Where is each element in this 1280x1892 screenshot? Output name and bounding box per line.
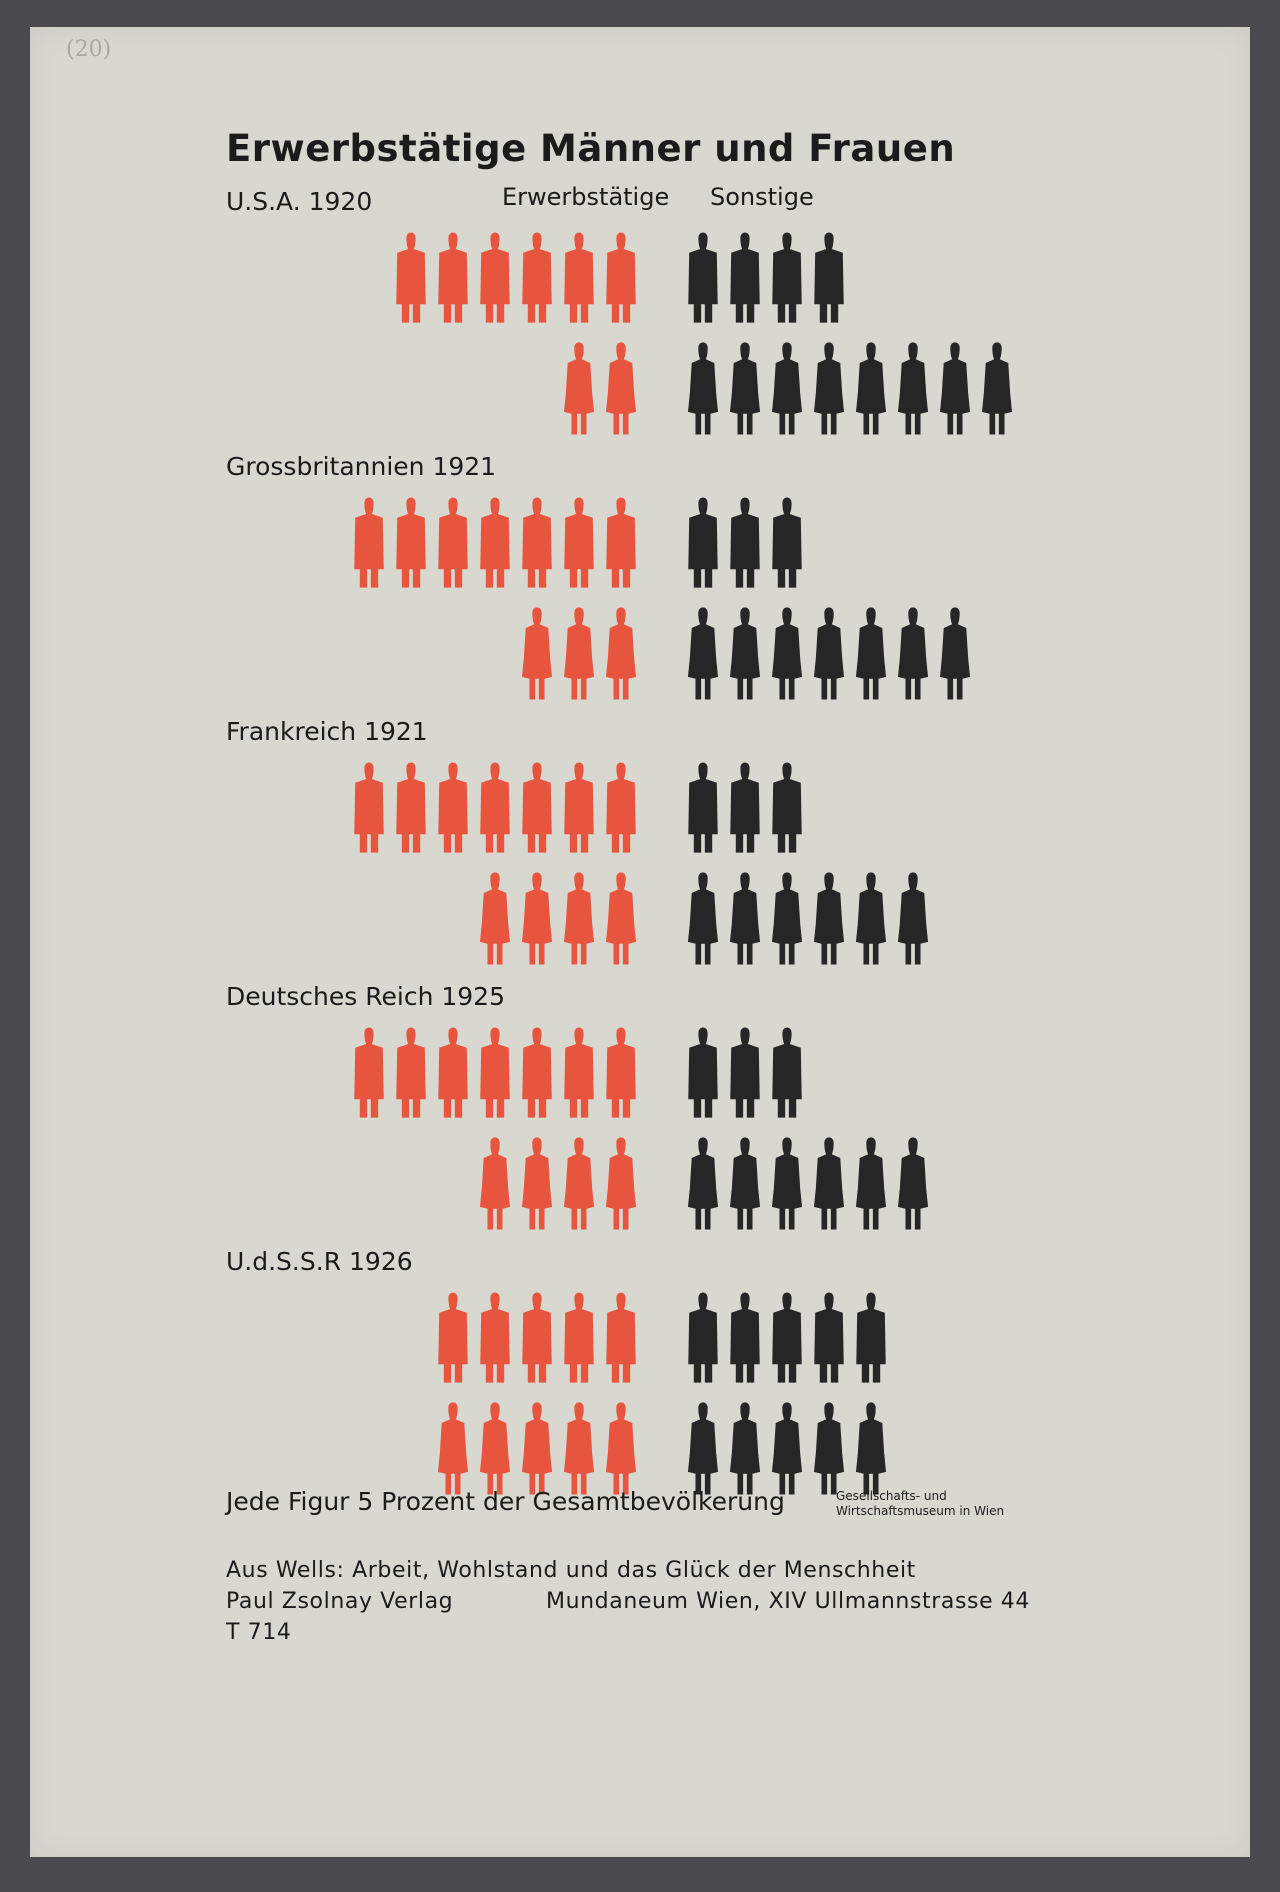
figure-employed-men-usa-5	[564, 232, 593, 322]
group-label-usa: U.S.A. 1920	[226, 187, 373, 216]
figure-employed-women-ussr-5	[606, 1402, 636, 1494]
figure-employed-men-ussr-3	[522, 1292, 551, 1382]
figure-employed-men-ussr-2	[480, 1292, 509, 1382]
figure-employed-men-great-britain-3	[438, 497, 467, 587]
figure-other-women-usa-5	[856, 342, 886, 434]
figure-employed-men-usa-6	[606, 232, 635, 322]
figure-employed-women-france-4	[606, 872, 636, 964]
figure-other-men-ussr-4	[814, 1292, 843, 1382]
figure-other-men-usa-4	[814, 232, 843, 322]
figure-other-women-france-5	[856, 872, 886, 964]
source-line-book: Aus Wells: Arbeit, Wohlstand und das Glück der Menschheit	[226, 1558, 916, 1583]
figure-employed-women-germany-4	[606, 1137, 636, 1229]
figure-employed-men-great-britain-1	[354, 497, 383, 587]
figure-other-men-ussr-5	[856, 1292, 885, 1382]
figure-employed-women-great-britain-3	[606, 607, 636, 699]
figure-employed-women-usa-1	[564, 342, 594, 434]
figure-employed-men-france-2	[396, 762, 425, 852]
figure-other-men-great-britain-1	[688, 497, 717, 587]
figure-employed-men-germany-1	[354, 1027, 383, 1117]
figure-other-women-ussr-2	[730, 1402, 760, 1494]
figure-employed-men-france-5	[522, 762, 551, 852]
figure-employed-men-germany-3	[438, 1027, 467, 1117]
figure-employed-men-ussr-5	[606, 1292, 635, 1382]
figure-other-women-germany-6	[898, 1137, 928, 1229]
group-label-france: Frankreich 1921	[226, 717, 428, 746]
group-label-ussr: U.d.S.S.R 1926	[226, 1247, 413, 1276]
figure-employed-men-france-4	[480, 762, 509, 852]
figure-employed-women-ussr-3	[522, 1402, 552, 1494]
figure-other-women-usa-7	[940, 342, 970, 434]
figure-employed-men-usa-3	[480, 232, 509, 322]
figure-other-women-great-britain-1	[688, 607, 718, 699]
figure-employed-men-great-britain-5	[522, 497, 551, 587]
figure-employed-women-france-2	[522, 872, 552, 964]
figure-employed-men-france-7	[606, 762, 635, 852]
figure-other-women-great-britain-7	[940, 607, 970, 699]
figure-other-women-germany-3	[772, 1137, 802, 1229]
column-header-employed: Erwerbstätige	[502, 183, 670, 211]
figure-employed-women-germany-3	[564, 1137, 594, 1229]
figure-employed-men-germany-4	[480, 1027, 509, 1117]
figure-employed-men-usa-1	[396, 232, 425, 322]
figure-other-women-usa-1	[688, 342, 718, 434]
figure-employed-women-great-britain-2	[564, 607, 594, 699]
figure-other-women-usa-2	[730, 342, 760, 434]
figure-other-women-great-britain-3	[772, 607, 802, 699]
figure-employed-women-ussr-2	[480, 1402, 510, 1494]
figure-employed-women-germany-1	[480, 1137, 510, 1229]
figure-employed-women-great-britain-1	[522, 607, 552, 699]
figure-other-women-germany-1	[688, 1137, 718, 1229]
figure-employed-men-germany-2	[396, 1027, 425, 1117]
group-label-germany: Deutsches Reich 1925	[226, 982, 505, 1011]
figure-employed-women-usa-2	[606, 342, 636, 434]
figure-other-men-ussr-3	[772, 1292, 801, 1382]
figure-employed-men-great-britain-2	[396, 497, 425, 587]
figure-other-women-france-4	[814, 872, 844, 964]
figure-employed-men-great-britain-7	[606, 497, 635, 587]
figure-other-men-germany-2	[730, 1027, 759, 1117]
figure-other-women-ussr-1	[688, 1402, 718, 1494]
figure-other-women-ussr-5	[856, 1402, 886, 1494]
figure-other-women-ussr-3	[772, 1402, 802, 1494]
figure-other-men-france-2	[730, 762, 759, 852]
figure-employed-men-france-6	[564, 762, 593, 852]
figure-employed-women-ussr-4	[564, 1402, 594, 1494]
figure-other-men-france-3	[772, 762, 801, 852]
chart-title: Erwerbstätige Männer und Frauen	[226, 127, 956, 170]
figure-employed-men-france-3	[438, 762, 467, 852]
group-label-great-britain: Grossbritannien 1921	[226, 452, 497, 481]
figure-other-women-france-3	[772, 872, 802, 964]
museum-credit: Gesellschafts- und Wirtschaftsmuseum in Wien	[836, 1489, 1005, 1518]
figure-employed-men-france-1	[354, 762, 383, 852]
figure-employed-women-germany-2	[522, 1137, 552, 1229]
figure-employed-women-france-3	[564, 872, 594, 964]
column-header-other: Sonstige	[710, 183, 814, 211]
figure-other-men-germany-1	[688, 1027, 717, 1117]
legend-text: Jede Figur 5 Prozent der Gesamtbevölkerung	[226, 1487, 785, 1516]
figure-other-men-usa-2	[730, 232, 759, 322]
poster-sheet	[30, 27, 1250, 1857]
figure-other-women-germany-2	[730, 1137, 760, 1229]
figure-employed-men-germany-5	[522, 1027, 551, 1117]
figure-other-women-france-6	[898, 872, 928, 964]
figure-employed-men-germany-7	[606, 1027, 635, 1117]
source-line-publisher: Paul Zsolnay Verlag	[226, 1589, 454, 1614]
figure-other-men-usa-3	[772, 232, 801, 322]
figure-other-men-france-1	[688, 762, 717, 852]
figure-other-men-great-britain-2	[730, 497, 759, 587]
figure-employed-men-usa-4	[522, 232, 551, 322]
figure-other-women-great-britain-6	[898, 607, 928, 699]
figure-other-women-usa-8	[982, 342, 1012, 434]
figure-employed-women-ussr-1	[438, 1402, 468, 1494]
figure-employed-men-ussr-1	[438, 1292, 467, 1382]
figure-other-women-great-britain-2	[730, 607, 760, 699]
figure-other-men-germany-3	[772, 1027, 801, 1117]
figure-employed-men-germany-6	[564, 1027, 593, 1117]
figure-employed-women-france-1	[480, 872, 510, 964]
figure-other-men-great-britain-3	[772, 497, 801, 587]
figure-employed-men-ussr-4	[564, 1292, 593, 1382]
figure-other-women-usa-6	[898, 342, 928, 434]
source-line-code: T 714	[226, 1620, 292, 1645]
figure-other-women-france-1	[688, 872, 718, 964]
figure-other-men-usa-1	[688, 232, 717, 322]
figure-other-men-ussr-2	[730, 1292, 759, 1382]
figure-other-women-germany-5	[856, 1137, 886, 1229]
source-line-address: Mundaneum Wien, XIV Ullmannstrasse 44	[546, 1589, 1030, 1614]
figure-other-women-ussr-4	[814, 1402, 844, 1494]
figure-other-men-ussr-1	[688, 1292, 717, 1382]
figure-other-women-great-britain-4	[814, 607, 844, 699]
figure-other-women-great-britain-5	[856, 607, 886, 699]
archive-number: (20)	[66, 37, 112, 62]
figure-employed-men-great-britain-6	[564, 497, 593, 587]
figure-other-women-usa-3	[772, 342, 802, 434]
figure-other-women-france-2	[730, 872, 760, 964]
figure-employed-men-usa-2	[438, 232, 467, 322]
figure-other-women-usa-4	[814, 342, 844, 434]
figure-other-women-germany-4	[814, 1137, 844, 1229]
figure-employed-men-great-britain-4	[480, 497, 509, 587]
